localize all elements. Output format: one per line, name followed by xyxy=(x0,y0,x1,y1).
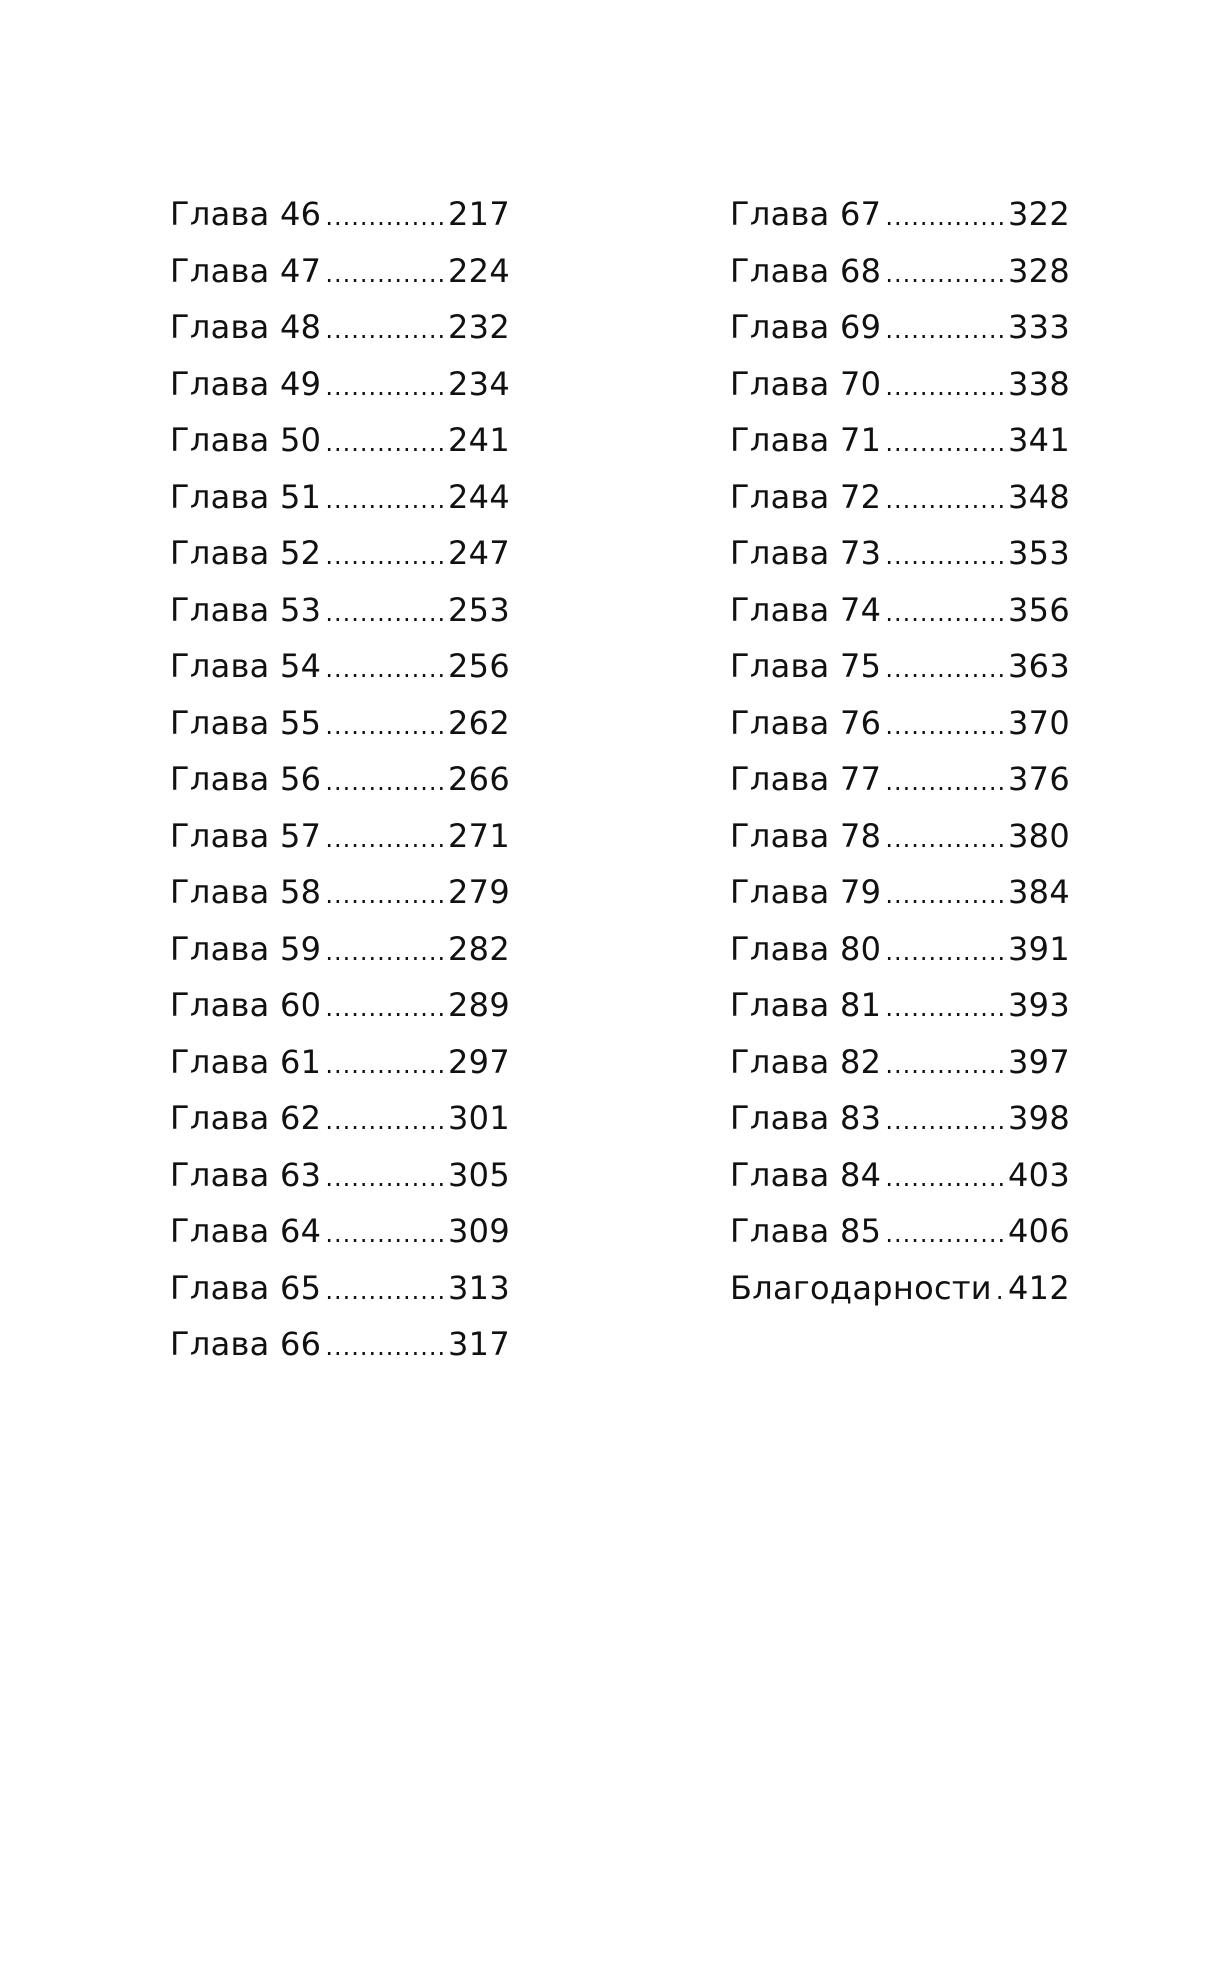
toc-entry-page-number: 328 xyxy=(1008,251,1070,290)
toc-entry[interactable] xyxy=(730,525,1070,582)
toc-entry-title: Глава 65 xyxy=(170,1268,322,1307)
toc-entry-page-number: 406 xyxy=(1008,1212,1070,1250)
toc-entry-page-number: 224 xyxy=(448,251,510,290)
dot-leader xyxy=(325,1319,447,1376)
toc-entry[interactable] xyxy=(730,1034,1070,1091)
toc-entry-title: Глава 67 xyxy=(730,195,882,233)
dot-leader xyxy=(325,754,447,811)
toc-entry-title: Глава 46 xyxy=(170,195,322,233)
dot-leader xyxy=(325,867,447,924)
toc-entry-page-number: 313 xyxy=(448,1268,510,1307)
toc-entry[interactable] xyxy=(170,808,510,865)
toc-entry-page-number: 380 xyxy=(1008,816,1070,855)
dot-leader xyxy=(325,924,447,981)
toc-entry-title: Глава 66 xyxy=(170,1325,322,1363)
toc-entry-title: Глава 48 xyxy=(170,308,322,346)
dot-leader xyxy=(325,302,447,359)
toc-entry-page-number: 341 xyxy=(1008,421,1070,459)
toc-entry[interactable] xyxy=(730,299,1070,356)
toc-entry[interactable] xyxy=(170,1203,510,1260)
toc-entry[interactable] xyxy=(170,1090,510,1147)
toc-entry[interactable] xyxy=(170,1316,510,1373)
toc-entry[interactable] xyxy=(730,808,1070,865)
toc-entry[interactable] xyxy=(730,356,1070,413)
toc-entry-page-number: 353 xyxy=(1008,534,1070,572)
toc-entry[interactable] xyxy=(170,525,510,582)
toc-entry[interactable] xyxy=(170,751,510,808)
toc-entry[interactable] xyxy=(730,243,1070,300)
dot-leader xyxy=(325,980,447,1037)
toc-entry[interactable] xyxy=(730,1090,1070,1147)
toc-entry-page-number: 256 xyxy=(448,647,510,685)
toc-entry-page-number: 356 xyxy=(1008,590,1070,629)
toc-entry-page-number: 309 xyxy=(448,1212,510,1250)
toc-entry-page-number: 217 xyxy=(448,195,510,233)
toc-entry-title: Глава 47 xyxy=(170,251,322,290)
toc-entry[interactable] xyxy=(730,695,1070,752)
toc-entry-title: Глава 57 xyxy=(170,816,322,855)
toc-entry-page-number: 305 xyxy=(448,1155,510,1194)
toc-entry[interactable] xyxy=(170,695,510,752)
dot-leader xyxy=(325,189,447,246)
toc-entry-title: Глава 59 xyxy=(170,929,322,968)
toc-entry-title: Глава 77 xyxy=(730,760,882,798)
dot-leader xyxy=(325,1206,447,1263)
toc-entry[interactable] xyxy=(730,412,1070,469)
toc-right-column xyxy=(730,186,1070,1316)
toc-entry-title: Глава 68 xyxy=(730,251,882,290)
dot-leader xyxy=(885,472,1007,529)
toc-entry[interactable] xyxy=(170,1034,510,1091)
toc-entry-title: Глава 83 xyxy=(730,1099,882,1137)
toc-entry-page-number: 348 xyxy=(1008,477,1070,516)
toc-entry-title: Глава 76 xyxy=(730,703,882,742)
toc-entry-page-number: 289 xyxy=(448,986,510,1024)
toc-entry[interactable] xyxy=(170,638,510,695)
toc-entry-page-number: 301 xyxy=(448,1099,510,1137)
toc-entry-page-number: 232 xyxy=(448,308,510,346)
toc-entry-title: Благодарности xyxy=(730,1268,992,1307)
toc-entry-page-number: 391 xyxy=(1008,929,1070,968)
toc-entry-page-number: 244 xyxy=(448,477,510,516)
toc-entry-page-number: 333 xyxy=(1008,308,1070,346)
toc-entry-title: Глава 75 xyxy=(730,647,882,685)
dot-leader xyxy=(325,1150,447,1207)
dot-leader xyxy=(885,1037,1007,1094)
toc-entry-page-number: 363 xyxy=(1008,647,1070,685)
toc-entry-title: Глава 53 xyxy=(170,590,322,629)
toc-entry-title: Глава 52 xyxy=(170,534,322,572)
dot-leader xyxy=(325,1263,447,1320)
dot-leader xyxy=(325,698,447,755)
toc-entry-page-number: 266 xyxy=(448,760,510,798)
toc-entry-title: Глава 62 xyxy=(170,1099,322,1137)
toc-entry-page-number: 282 xyxy=(448,929,510,968)
dot-leader xyxy=(885,1150,1007,1207)
toc-entry[interactable] xyxy=(170,299,510,356)
dot-leader xyxy=(885,359,1007,416)
toc-entry-title: Глава 61 xyxy=(170,1042,322,1081)
dot-leader xyxy=(885,528,1007,585)
toc-entry[interactable] xyxy=(730,469,1070,526)
toc-entry[interactable] xyxy=(730,582,1070,639)
dot-leader xyxy=(325,641,447,698)
toc-entry-page-number: 279 xyxy=(448,873,510,911)
toc-entry-page-number: 370 xyxy=(1008,703,1070,742)
table-of-contents xyxy=(170,186,1070,1373)
toc-entry-page-number: 397 xyxy=(1008,1042,1070,1081)
toc-entry-title: Глава 50 xyxy=(170,421,322,459)
dot-leader xyxy=(885,867,1007,924)
toc-entry[interactable] xyxy=(730,1203,1070,1260)
dot-leader xyxy=(885,924,1007,981)
toc-entry-title: Глава 49 xyxy=(170,364,322,403)
dot-leader xyxy=(885,698,1007,755)
dot-leader xyxy=(325,472,447,529)
toc-entry-page-number: 376 xyxy=(1008,760,1070,798)
toc-entry-page-number: 398 xyxy=(1008,1099,1070,1137)
toc-entry[interactable] xyxy=(170,864,510,921)
toc-entry[interactable] xyxy=(730,921,1070,978)
toc-entry-title: Глава 51 xyxy=(170,477,322,516)
toc-entry[interactable] xyxy=(730,1260,1070,1317)
toc-entry-page-number: 412 xyxy=(1008,1268,1070,1307)
toc-left-column xyxy=(170,186,510,1373)
dot-leader xyxy=(325,246,447,303)
toc-entry-title: Глава 81 xyxy=(730,986,882,1024)
toc-entry[interactable] xyxy=(170,1147,510,1204)
toc-entry-title: Глава 71 xyxy=(730,421,882,459)
toc-entry-title: Глава 74 xyxy=(730,590,882,629)
dot-leader xyxy=(885,585,1007,642)
toc-entry-title: Глава 69 xyxy=(730,308,882,346)
toc-entry-title: Глава 60 xyxy=(170,986,322,1024)
toc-entry[interactable] xyxy=(170,356,510,413)
toc-entry-title: Глава 85 xyxy=(730,1212,882,1250)
toc-entry-title: Глава 54 xyxy=(170,647,322,685)
toc-entry[interactable] xyxy=(730,751,1070,808)
toc-entry-title: Глава 56 xyxy=(170,760,322,798)
dot-leader xyxy=(996,1263,1007,1320)
dot-leader xyxy=(325,1093,447,1150)
dot-leader xyxy=(885,811,1007,868)
toc-entry-title: Глава 72 xyxy=(730,477,882,516)
toc-entry[interactable] xyxy=(730,186,1070,243)
toc-entry-page-number: 384 xyxy=(1008,873,1070,911)
toc-entry-title: Глава 55 xyxy=(170,703,322,742)
dot-leader xyxy=(325,415,447,472)
dot-leader xyxy=(885,980,1007,1037)
toc-entry-page-number: 262 xyxy=(448,703,510,742)
dot-leader xyxy=(325,1037,447,1094)
toc-entry-page-number: 247 xyxy=(448,534,510,572)
toc-entry-page-number: 234 xyxy=(448,364,510,403)
dot-leader xyxy=(885,1093,1007,1150)
toc-entry-title: Глава 73 xyxy=(730,534,882,572)
toc-entry-title: Глава 63 xyxy=(170,1155,322,1194)
dot-leader xyxy=(325,359,447,416)
toc-entry[interactable] xyxy=(170,469,510,526)
toc-entry-title: Глава 78 xyxy=(730,816,882,855)
toc-entry[interactable] xyxy=(730,638,1070,695)
toc-entry[interactable] xyxy=(170,977,510,1034)
toc-entry-title: Глава 84 xyxy=(730,1155,882,1194)
toc-entry-page-number: 271 xyxy=(448,816,510,855)
dot-leader xyxy=(325,585,447,642)
toc-entry-title: Глава 79 xyxy=(730,873,882,911)
toc-entry-title: Глава 64 xyxy=(170,1212,322,1250)
toc-entry[interactable] xyxy=(170,921,510,978)
toc-entry[interactable] xyxy=(730,1147,1070,1204)
dot-leader xyxy=(885,246,1007,303)
toc-entry-title: Глава 70 xyxy=(730,364,882,403)
toc-entry-title: Глава 80 xyxy=(730,929,882,968)
toc-entry-page-number: 322 xyxy=(1008,195,1070,233)
toc-entry[interactable] xyxy=(170,243,510,300)
toc-entry-page-number: 338 xyxy=(1008,364,1070,403)
toc-entry-title: Глава 82 xyxy=(730,1042,882,1081)
dot-leader xyxy=(325,528,447,585)
toc-entry-page-number: 393 xyxy=(1008,986,1070,1024)
dot-leader xyxy=(885,302,1007,359)
toc-entry[interactable] xyxy=(170,582,510,639)
toc-entry-page-number: 403 xyxy=(1008,1155,1070,1194)
dot-leader xyxy=(885,641,1007,698)
toc-entry-title: Глава 58 xyxy=(170,873,322,911)
dot-leader xyxy=(885,415,1007,472)
toc-entry-page-number: 297 xyxy=(448,1042,510,1081)
toc-entry-page-number: 317 xyxy=(448,1325,510,1363)
toc-entry[interactable] xyxy=(170,186,510,243)
toc-entry[interactable] xyxy=(170,412,510,469)
toc-entry-page-number: 253 xyxy=(448,590,510,629)
dot-leader xyxy=(885,189,1007,246)
dot-leader xyxy=(325,811,447,868)
toc-entry[interactable] xyxy=(170,1260,510,1317)
dot-leader xyxy=(885,1206,1007,1263)
toc-entry-page-number: 241 xyxy=(448,421,510,459)
toc-entry[interactable] xyxy=(730,977,1070,1034)
dot-leader xyxy=(885,754,1007,811)
toc-entry[interactable] xyxy=(730,864,1070,921)
